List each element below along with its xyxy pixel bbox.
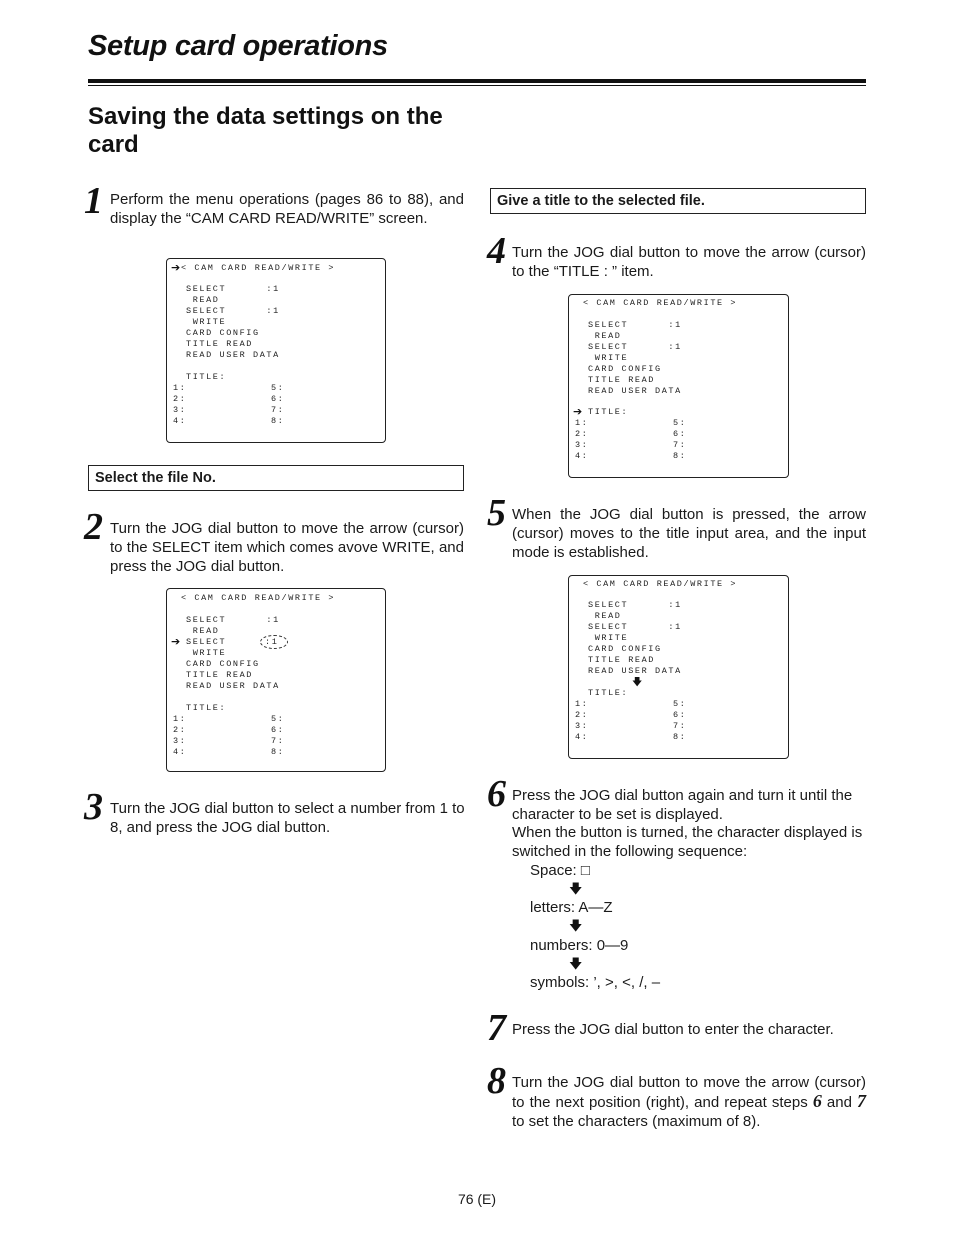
screen-select-value-blinking: :1 [265, 637, 279, 647]
sequence-numbers: numbers: 0—9 [530, 937, 629, 954]
screen-title-label: TITLE: [186, 703, 227, 713]
step-7-number: 7 [487, 1007, 506, 1049]
screen-select-read: SELECT :1 READ [588, 320, 682, 341]
step-8-ref-7: 7 [857, 1091, 867, 1111]
blinking-indicator-icon [260, 635, 288, 649]
screen-slots-left: 1: 2: 3: 4: [575, 418, 589, 461]
step-5-number: 5 [487, 492, 506, 534]
step-8-text-b: and [826, 1094, 852, 1111]
screen-slots-right: 5: 6: 7: 8: [271, 714, 285, 757]
screen-select-write: SELECT WRITE [186, 637, 227, 658]
sequence-symbols: symbols: ’, >, <, /, – [530, 974, 661, 991]
step-1-text: Perform the menu operations (pages 86 to 88), and display the “CAM CARD READ/WRITE” screen. [110, 191, 464, 227]
screen-select-read: SELECT :1 READ [186, 284, 280, 305]
right-arrow-icon: ➔ [171, 636, 181, 648]
step-8-number: 8 [487, 1060, 506, 1102]
screen-heading: < CAM CARD READ/WRITE > [583, 579, 738, 589]
subheading-select-file: Select the file No. [88, 465, 464, 491]
step-3-number: 3 [84, 786, 103, 828]
step-6-number: 6 [487, 773, 506, 815]
page-number: 76 (E) [457, 1191, 497, 1207]
step-6-text-1: Press the JOG dial button again and turn it until the character to be set is displayed. [512, 787, 853, 823]
step-8-text [512, 1073, 866, 1131]
screen-title-label: TITLE: [186, 372, 227, 382]
down-arrow-icon: 🡇 [632, 677, 643, 688]
sequence-space: Space: □ [530, 862, 590, 879]
step-2-text: Turn the JOG dial button to move the arrow (cursor) to the SELECT item which comes avove WRITE, and press the JOG dial button. [110, 520, 464, 575]
screen-menu-items: CARD CONFIG TITLE READ READ USER DATA [186, 659, 280, 691]
section-title: Saving the data settings on the card [88, 103, 443, 158]
step-3-text: Turn the JOG dial button to select a number from 1 to 8, and press the JOG dial button. [110, 800, 465, 836]
step-1-number: 1 [84, 180, 103, 222]
screen-heading: < CAM CARD READ/WRITE > [181, 263, 336, 273]
header-rule-thin [88, 85, 866, 86]
page-header-title: Setup card operations [88, 30, 388, 62]
sequence-letters: letters: A—Z [530, 899, 613, 916]
step-4-text: Turn the JOG dial button to move the arrow (cursor) to the “TITLE : ” item. [512, 244, 866, 280]
screen-select-read: SELECT :1 READ [186, 615, 280, 636]
screen-slots-left: 1: 2: 3: 4: [173, 714, 187, 757]
down-arrow-icon: 🡇 [569, 918, 583, 933]
screen-slots-left: 1: 2: 3: 4: [575, 699, 589, 742]
step-5-text: When the JOG dial button is pressed, the arrow (cursor) moves to the title input area, and the input mode is established. [512, 506, 866, 561]
step-4-number: 4 [487, 230, 506, 272]
step-6-text-2: When the button is turned, the character displayed is switched in the following sequence: [512, 824, 863, 860]
screen-select-read: SELECT :1 READ [588, 600, 682, 621]
screen-slots-left: 1: 2: 3: 4: [173, 383, 187, 426]
right-arrow-icon: ➔ [171, 262, 181, 274]
screen-slots-right: 5: 6: 7: 8: [673, 418, 687, 461]
screen-heading: < CAM CARD READ/WRITE > [583, 298, 738, 308]
screen-menu-items: CARD CONFIG TITLE READ READ USER DATA [588, 644, 682, 676]
step-8-ref-6: 6 [812, 1091, 822, 1111]
screen-slots-right: 5: 6: 7: 8: [271, 383, 285, 426]
screen-title-label: TITLE: [588, 407, 629, 417]
screen-select-write: SELECT :1 WRITE [588, 342, 682, 363]
down-arrow-icon: 🡇 [569, 881, 583, 896]
screen-display-1 [166, 258, 386, 443]
screen-select-write: SELECT :1 WRITE [588, 622, 682, 643]
down-arrow-icon: 🡇 [569, 956, 583, 971]
screen-select-write: SELECT :1 WRITE [186, 306, 280, 327]
subheading-give-title: Give a title to the selected file. [490, 188, 866, 214]
step-8-text-a: Turn the JOG dial button to move the arrow (cursor) to the next position (right), and repeat steps [512, 1074, 866, 1111]
screen-heading: < CAM CARD READ/WRITE > [181, 593, 336, 603]
step-2-number: 2 [84, 506, 103, 548]
screen-slots-right: 5: 6: 7: 8: [673, 699, 687, 742]
right-arrow-icon: ➔ [573, 406, 583, 418]
screen-display-2 [166, 588, 386, 772]
screen-menu-items: CARD CONFIG TITLE READ READ USER DATA [588, 364, 682, 396]
step-7-text: Press the JOG dial button to enter the character. [512, 1021, 834, 1038]
header-rule-thick [88, 79, 866, 83]
screen-display-4 [568, 575, 789, 759]
step-8-text-c: to set the characters (maximum of 8). [512, 1113, 761, 1130]
screen-display-3 [568, 294, 789, 478]
screen-menu-items: CARD CONFIG TITLE READ READ USER DATA [186, 328, 280, 360]
screen-title-label: TITLE: [588, 688, 629, 698]
